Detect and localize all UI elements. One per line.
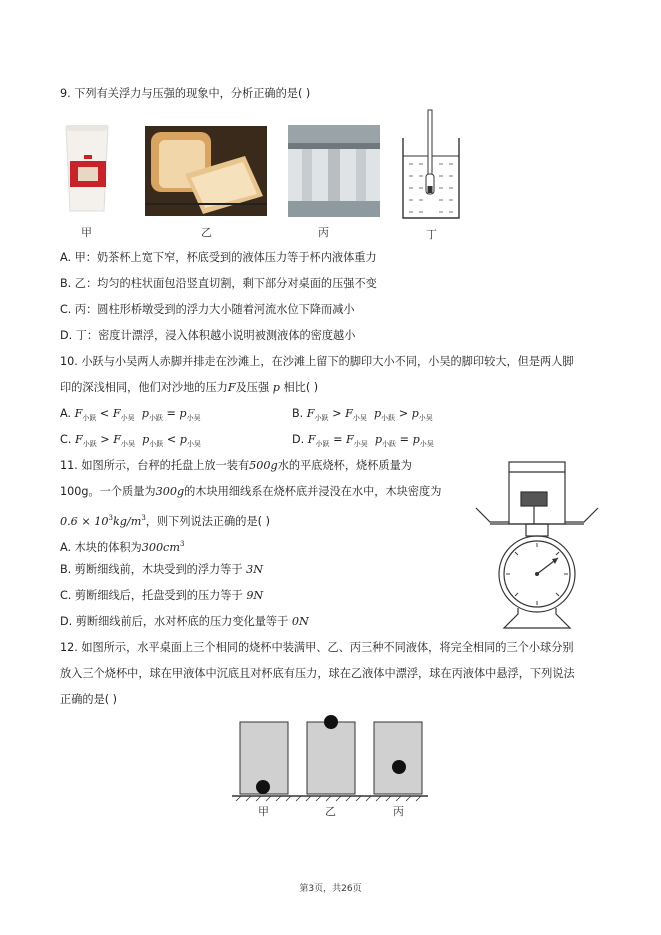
page-footer: 第3页，共26页: [299, 884, 362, 894]
q10-stem-line2: 印的深浅相同，他们对沙地的压力F及压强 p 相比( ): [60, 381, 319, 394]
q12-caption-bing: 丙: [393, 805, 404, 818]
q9-caption-yi: 乙: [201, 226, 212, 239]
q12-caption-jia: 甲: [258, 805, 269, 818]
bread-image: [145, 126, 267, 216]
q11-option-b: B. 剪断细线前，木块受到的浮力等于 3N: [60, 563, 264, 576]
q9-stem: 9. 下列有关浮力与压强的现象中，分析正确的是( ): [60, 87, 311, 100]
q10-option-d: D. $F_{小跃} = F_{小吴}$ $p_{小跃} = p_{小吴}$: [292, 433, 434, 448]
q10-option-c: C. $F_{小跃} > F_{小吴}$ $p_{小跃} < p_{小吴}$: [60, 433, 201, 448]
q9-option-d: D. 丁：密度计漂浮，浸入体积越小说明被测液体的密度越小: [60, 329, 356, 342]
q9-caption-ding: 丁: [426, 228, 437, 241]
q11-option-d: D. 剪断细线前后，水对杯底的压力变化量等于 0N: [60, 615, 309, 628]
milk-tea-cup-image: [62, 123, 112, 215]
q11-stem-line2: 100g。一个质量为300g的木块用细线系在烧杯底并浸没在水中，木块密度为: [60, 485, 442, 498]
platform-scale-diagram: [470, 458, 604, 630]
q11-option-c: C. 剪断细线后，托盘受到的压力等于 9N: [60, 589, 264, 602]
q9-caption-bing: 丙: [318, 226, 329, 239]
q11-option-a: A. 木块的体积为$300cm^3$: [60, 540, 185, 554]
q12-stem-line1: 12. 如图所示，水平桌面上三个相同的烧杯中装满甲、乙、丙三种不同液体，将完全相同的三个小球分别: [60, 641, 574, 654]
q9-option-a: A. 甲：奶茶杯上宽下窄，杯底受到的液体压力等于杯内液体重力: [60, 251, 377, 264]
q9-option-c: C. 丙：圆柱形桥墩受到的浮力大小随着河流水位下降而减小: [60, 303, 355, 316]
q11-stem-line1: 11. 如图所示，台秤的托盘上放一装有500g水的平底烧杯，烧杯质量为: [60, 459, 412, 472]
q12-stem-line2: 放入三个烧杯中，球在甲液体中沉底且对杯底有压力，球在乙液体中漂浮，球在丙液体中悬浮，下列说法: [60, 667, 575, 680]
hydrometer-beaker-diagram: [400, 108, 462, 220]
q9-caption-jia: 甲: [81, 226, 92, 239]
q11-stem-line3: $0.6 \times 10^3kg/m^3$，则下列说法正确的是( ): [60, 514, 270, 528]
bridge-pier-image: [288, 125, 380, 217]
q10-option-b: B. $F_{小跃} > F_{小吴}$ $p_{小跃} > p_{小吴}$: [292, 407, 433, 422]
q10-option-a: A. $F_{小跃} < F_{小吴}$ $p_{小跃} = p_{小吴}$: [60, 407, 201, 422]
three-beakers-diagram: [232, 712, 428, 802]
q12-caption-yi: 乙: [325, 805, 336, 818]
q12-stem-line3: 正确的是( ): [60, 693, 118, 706]
q9-option-b: B. 乙：均匀的柱状面包沿竖直切割，剩下部分对桌面的压强不变: [60, 277, 377, 290]
q10-stem-line1: 10. 小跃与小吴两人赤脚并排走在沙滩上，在沙滩上留下的脚印大小不同，小吴的脚印较大，但是两人脚: [60, 355, 574, 368]
